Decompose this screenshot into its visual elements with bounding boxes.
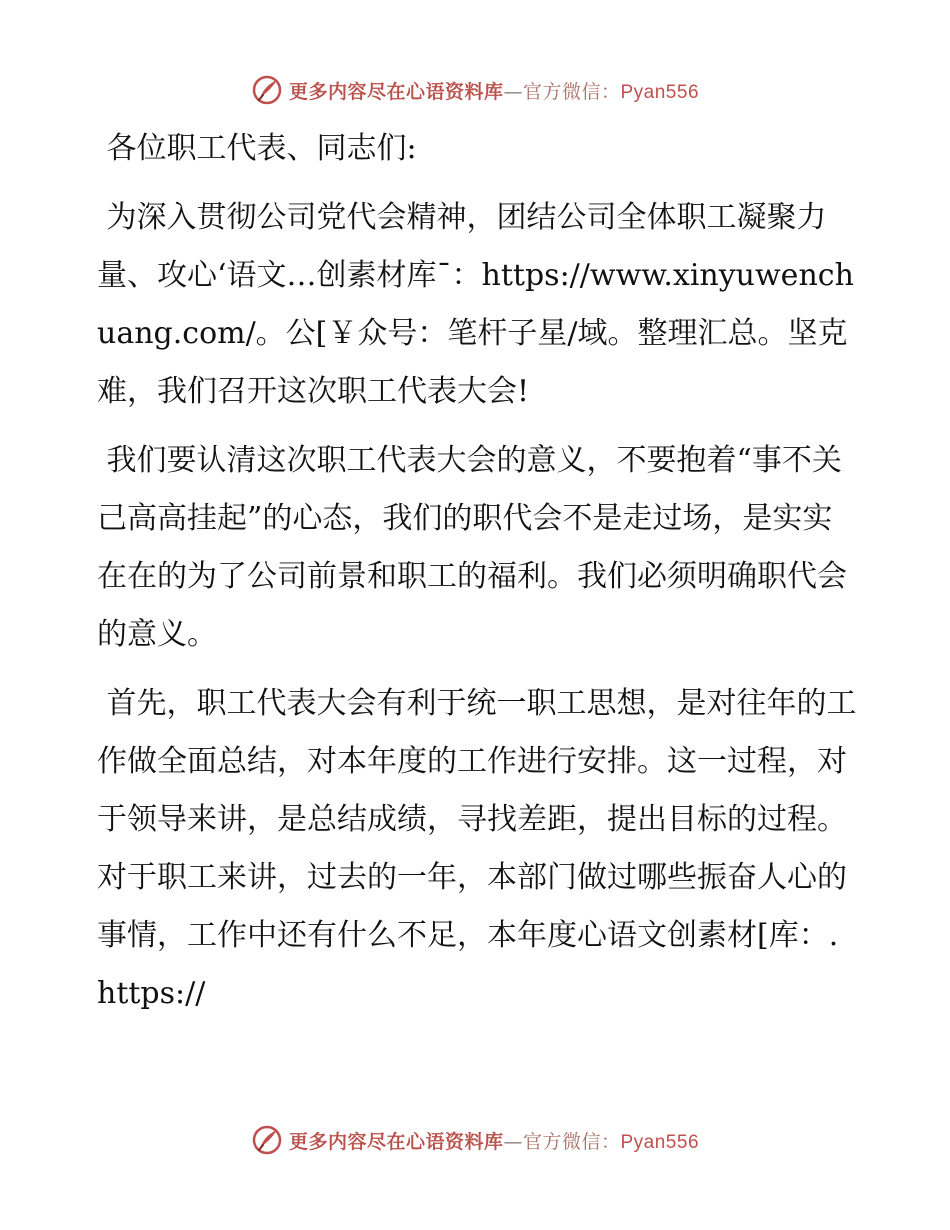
banner-wechat-label: 官方微信： bbox=[522, 1130, 621, 1153]
banner-dash: — bbox=[503, 80, 523, 103]
paragraph-first-point: 首先，职工代表大会有利于统一职工思想，是对往年的工作做全面总结，对本年度的工作进行安排。这一过程，对于领导来讲，是总结成绩，寻找差距，提出目标的过程。对于职工来讲，过去的一年，本部门做过哪些振奋人心的事情，工作中还有什么不足，本年度心语文创素材[库：.https:// bbox=[97, 686, 857, 1011]
paragraph-meaning: 我们要认清这次职工代表大会的意义，不要抱着“事不关己高高挂起”的心态，我们的职代会不是走过场，是实实在在的为了公司前景和职工的福利。我们必须明确职代会的意义。 bbox=[97, 443, 847, 652]
banner-wechat-id: Pyan556 bbox=[620, 81, 700, 103]
quill-logo-icon bbox=[251, 74, 283, 106]
banner-main-text: 更多内容尽在心语资料库 bbox=[288, 80, 504, 103]
quill-logo-icon bbox=[251, 1124, 283, 1156]
banner-wechat-label: 官方微信： bbox=[522, 80, 621, 103]
banner-wechat-id: Pyan556 bbox=[620, 1131, 700, 1153]
banner-dash: — bbox=[503, 1130, 523, 1153]
paragraph-greeting: 各位职工代表、同志们: bbox=[97, 131, 417, 166]
footer-banner bbox=[0, 1120, 950, 1160]
header-banner bbox=[0, 70, 950, 110]
footer-banner-text bbox=[289, 1127, 699, 1154]
banner-main-text: 更多内容尽在心语资料库 bbox=[288, 1130, 504, 1153]
paragraph-intro: 为深入贯彻公司党代会精神，团结公司全体职工凝聚力量、攻心‘语文…创素材库¯：https://www.xinyuwenchuang.com/。公[￥众号：笔杆子星/域。整理汇总。坚克难，我们召开这次职工代表大会! bbox=[97, 200, 854, 409]
header-banner-text bbox=[289, 77, 699, 104]
document-body bbox=[97, 120, 857, 1023]
